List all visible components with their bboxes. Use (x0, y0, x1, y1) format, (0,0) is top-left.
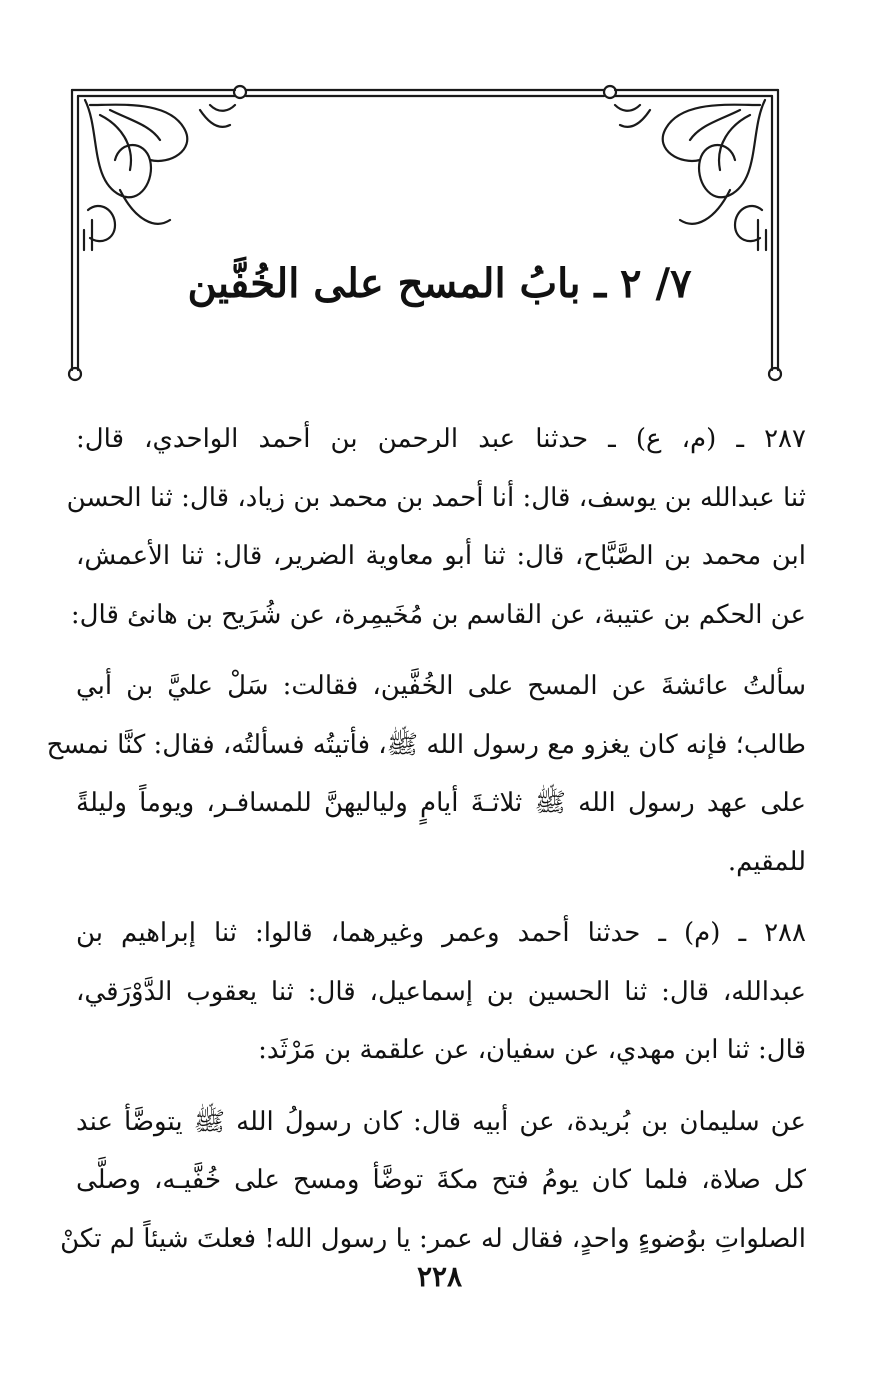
hadith-288-matn-line: عن سليمان بن بُريدة، عن أبيه قال: كان رسولُ الله ﷺ يتوضَّأ عند (76, 1106, 806, 1137)
hadith-288-matn-line: كل صلاة، فلما كان يومُ فتح مكةَ توضَّأ ومسح على خُفَّيـه، وصلَّى (76, 1165, 806, 1195)
hadith-287-matn-line: طالب؛ فإنه كان يغزو مع رسول الله ﷺ، فأتيتُه فسألتُه، فقال: كنَّا نمسح (46, 729, 806, 760)
decorative-frame (60, 70, 790, 390)
hadith-288-matn-line: الصلواتِ بوُضوءٍ واحدٍ، فقال له عمر: يا رسول الله! فعلتَ شيئاً لم تكنْ (60, 1223, 806, 1254)
hadith-288-isnad-line: عبدالله، قال: ثنا الحسين بن إسماعيل، قال: ثنا يعقوب الدَّوْرَقي، (76, 976, 806, 1007)
hadith-288-isnad-line: ٢٨٨ ـ (م) ـ حدثنا أحمد وعمر وغيرهما، قالوا: ثنا إبراهيم بن (76, 918, 806, 948)
hadith-287-matn-line: سألتُ عائشةَ عن المسح على الخُفَّين، فقالت: سَلْ عليَّ بن أبي (76, 671, 806, 701)
page-number: ٢٢٨ (416, 1260, 463, 1293)
hadith-287-isnad-line: ثنا عبدالله بن يوسف، قال: أنا أحمد بن محمد بن زياد، قال: ثنا الحسن (66, 482, 806, 513)
hadith-287-isnad-line: ابن محمد بن الصَّبَّاح، قال: ثنا أبو معاوية الضرير، قال: ثنا الأعمش، (76, 541, 806, 571)
hadith-287-matn-line: للمقيم. (727, 846, 806, 877)
left-corner-ornament (69, 86, 246, 380)
hadith-287-matn-line: على عهد رسول الله ﷺ ثلاثـةَ أيامٍ ولياليهنَّ للمسافـر، ويوماً وليلةً (76, 788, 806, 818)
hadith-287-isnad-line: ٢٨٧ ـ (م، ع) ـ حدثنا عبد الرحمن بن أحمد الواحدي، قال: (76, 424, 806, 454)
right-corner-ornament (604, 86, 781, 380)
chapter-title: ٧/ ٢ ـ بابُ المسح على الخُفَّين (187, 260, 692, 307)
hadith-288-isnad-line: قال: ثنا ابن مهدي، عن سفيان، عن علقمة بن مَرْثَد: (258, 1035, 806, 1065)
hadith-287-isnad-line: عن الحكم بن عتيبة، عن القاسم بن مُخَيمِرة، عن شُرَيح بن هانئ قال: (70, 599, 806, 630)
hadith-text (46, 410, 806, 1268)
